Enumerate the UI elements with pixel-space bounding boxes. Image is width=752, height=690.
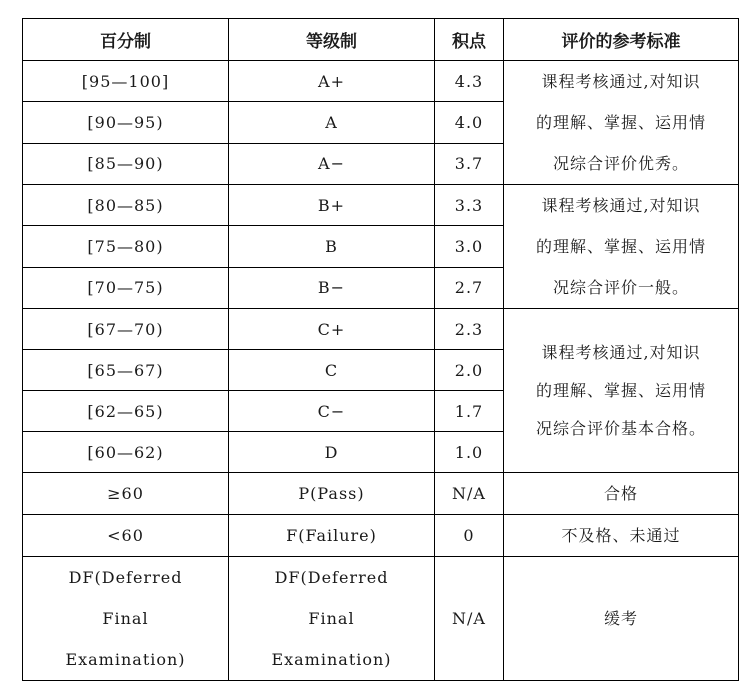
percent-line: Examination)	[65, 650, 186, 669]
criteria-line: 课程考核通过,对知识	[541, 342, 701, 362]
grade-cell: C+	[229, 309, 435, 350]
table-row	[23, 515, 739, 557]
grade-cell: F(Failure)	[229, 515, 435, 557]
criteria-line: 况综合评价优秀。	[552, 154, 689, 173]
points-cell: 2.7	[435, 267, 504, 308]
percent-line: DF(Deferred	[68, 568, 183, 587]
points-cell: 4.0	[435, 102, 504, 143]
table-row	[23, 473, 739, 515]
percent-cell: [65—67)	[23, 350, 229, 391]
header-points: 积点	[435, 19, 504, 61]
points-cell: 2.3	[435, 309, 504, 350]
grade-cell: A	[229, 102, 435, 143]
grade-cell: P(Pass)	[229, 473, 435, 515]
grade-cell: A−	[229, 143, 435, 184]
grade-cell	[229, 557, 435, 681]
grade-line: Examination)	[271, 650, 392, 669]
grade-cell: D	[229, 432, 435, 473]
header-row	[23, 19, 739, 61]
criteria-cell: 不及格、未通过	[504, 515, 739, 557]
grade-line: Final	[308, 609, 355, 628]
percent-cell: [70—75)	[23, 267, 229, 308]
grade-cell: B−	[229, 267, 435, 308]
table-row	[23, 61, 739, 102]
criteria-line: 课程考核通过,对知识	[541, 196, 701, 215]
grade-cell: B	[229, 226, 435, 267]
criteria-cell: 合格	[504, 473, 739, 515]
percent-cell: <60	[23, 515, 229, 557]
points-cell: 3.3	[435, 185, 504, 226]
points-cell: N/A	[435, 557, 504, 681]
points-cell: 4.3	[435, 61, 504, 102]
table-row	[23, 309, 739, 350]
points-cell: 3.0	[435, 226, 504, 267]
criteria-line: 况综合评价基本合格。	[535, 418, 706, 438]
criteria-cell: 缓考	[504, 557, 739, 681]
percent-cell	[23, 557, 229, 681]
grade-cell: C	[229, 350, 435, 391]
percent-cell: [60—62)	[23, 432, 229, 473]
points-cell: 3.7	[435, 143, 504, 184]
percent-line: Final	[102, 609, 149, 628]
table-row	[23, 185, 739, 226]
criteria-line: 的理解、掌握、运用情	[535, 380, 706, 400]
percent-cell: [90—95)	[23, 102, 229, 143]
grade-line: DF(Deferred	[274, 568, 389, 587]
percent-cell: [67—70)	[23, 309, 229, 350]
criteria-line: 的理解、掌握、运用情	[535, 237, 706, 256]
header-criteria: 评价的参考标准	[504, 19, 739, 61]
grade-cell: A+	[229, 61, 435, 102]
percent-cell: [75—80)	[23, 226, 229, 267]
percent-cell: [85—90)	[23, 143, 229, 184]
points-cell: 0	[435, 515, 504, 557]
table-row	[23, 557, 739, 681]
points-cell: 2.0	[435, 350, 504, 391]
grade-conversion-table	[22, 18, 739, 681]
criteria-cell-pass	[504, 309, 739, 473]
percent-cell: [62—65)	[23, 391, 229, 432]
criteria-line: 况综合评价一般。	[552, 278, 689, 297]
points-cell: 1.0	[435, 432, 504, 473]
criteria-cell-average	[504, 185, 739, 309]
header-percent: 百分制	[23, 19, 229, 61]
grade-cell: B+	[229, 185, 435, 226]
percent-cell: [80—85)	[23, 185, 229, 226]
percent-cell: ≥60	[23, 473, 229, 515]
criteria-cell-excellent	[504, 61, 739, 185]
percent-cell: [95—100]	[23, 61, 229, 102]
header-grade: 等级制	[229, 19, 435, 61]
points-cell: N/A	[435, 473, 504, 515]
points-cell: 1.7	[435, 391, 504, 432]
criteria-line: 课程考核通过,对知识	[541, 72, 701, 91]
grade-cell: C−	[229, 391, 435, 432]
criteria-line: 的理解、掌握、运用情	[535, 113, 706, 132]
